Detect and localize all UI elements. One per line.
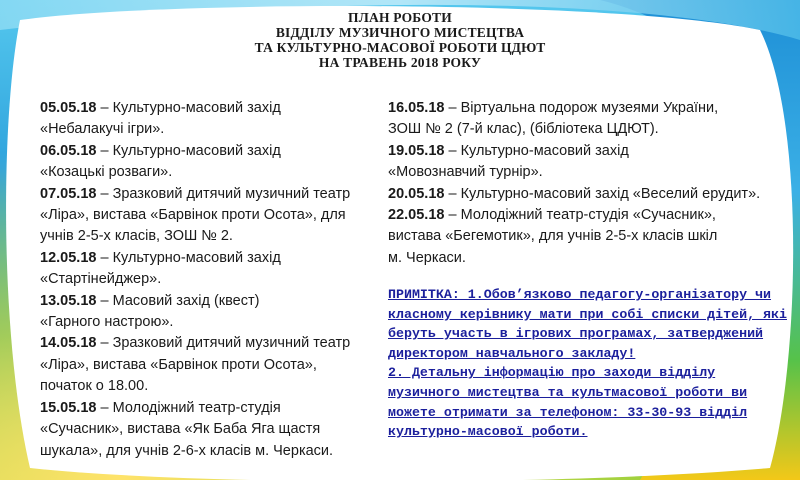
event-text: «Козацькі розваги». bbox=[40, 164, 173, 181]
event-text: «Небалакучі ігри». bbox=[40, 121, 165, 138]
event-text: м. Черкаси. bbox=[388, 249, 466, 266]
event-date: 22.05.18 bbox=[388, 207, 445, 224]
event-date: 15.05.18 bbox=[40, 399, 97, 416]
event-item bbox=[40, 398, 385, 462]
event-text: – Молодіжний театр-студія «Сучасник», bbox=[448, 207, 716, 224]
title-line: ВІДДІЛУ МУЗИЧНОГО МИСТЕЦТВА bbox=[275, 25, 525, 40]
event-text: «Стартінейджер». bbox=[40, 271, 162, 288]
event-date: 12.05.18 bbox=[40, 249, 97, 266]
event-text: – Культурно-масовий захід «Веселий ерудит». bbox=[448, 185, 761, 202]
events-left-column bbox=[40, 98, 385, 462]
event-date: 19.05.18 bbox=[388, 142, 445, 159]
note-line: музичного мистецтва та культмасової роботи ви bbox=[388, 384, 748, 400]
event-text: «Ліра», вистава «Барвінок проти Осота», для bbox=[40, 207, 346, 224]
event-text: – Культурно-масовий захід bbox=[448, 142, 629, 159]
event-date: 13.05.18 bbox=[40, 292, 97, 309]
note-block bbox=[388, 285, 800, 442]
event-text: «Ліра», вистава «Барвінок проти Осота», bbox=[40, 356, 317, 373]
page-title bbox=[120, 10, 680, 70]
event-date: 14.05.18 bbox=[40, 335, 97, 352]
note-line: беруть участь в ігрових програмах, затверджений bbox=[388, 326, 764, 342]
event-item bbox=[40, 333, 385, 397]
event-date: 06.05.18 bbox=[40, 142, 97, 159]
title-line: ПЛАН РОБОТИ bbox=[348, 10, 452, 25]
note-line: директором навчального закладу! bbox=[388, 345, 636, 361]
event-item bbox=[388, 205, 800, 269]
event-text: «Мовознавчий турнір». bbox=[388, 164, 543, 181]
title-line: ТА КУЛЬТУРНО-МАСОВОЇ РОБОТИ ЦДЮТ bbox=[254, 40, 546, 55]
event-text: – Масовий захід (квест) bbox=[100, 292, 260, 309]
event-text: ЗОШ № 2 (7-й клас), (бібліотека ЦДЮТ). bbox=[388, 121, 659, 138]
event-item bbox=[388, 184, 800, 205]
event-text: «Сучасник», вистава «Як Баба Яга щастя bbox=[40, 421, 321, 438]
event-item bbox=[388, 141, 800, 184]
event-text: – Віртуальна подорож музеями України, bbox=[448, 100, 719, 116]
event-text: – Культурно-масовий захід bbox=[100, 142, 281, 159]
event-text: «Гарного настрою». bbox=[40, 314, 174, 331]
event-text: – Зразковий дитячий музичний театр bbox=[100, 335, 351, 352]
event-text: шукала», для учнів 2-6-х класів м. Черкаси. bbox=[40, 442, 334, 459]
event-item bbox=[388, 98, 800, 141]
event-item bbox=[40, 291, 385, 334]
event-text: – Молодіжний театр-студія bbox=[100, 399, 281, 416]
event-item bbox=[40, 141, 385, 184]
event-date: 05.05.18 bbox=[40, 100, 97, 116]
event-date: 20.05.18 bbox=[388, 185, 445, 202]
events-right-column bbox=[388, 98, 800, 269]
event-text: учнів 2-5-х класів, ЗОШ № 2. bbox=[40, 228, 233, 245]
event-date: 07.05.18 bbox=[40, 185, 97, 202]
event-text: – Культурно-масовий захід bbox=[100, 249, 281, 266]
event-item bbox=[40, 248, 385, 291]
event-text: – Зразковий дитячий музичний театр bbox=[100, 185, 351, 202]
event-text: початок о 18.00. bbox=[40, 378, 149, 395]
event-text: – Культурно-масовий захід bbox=[100, 100, 281, 116]
note-line: культурно-масової роботи. bbox=[388, 424, 588, 440]
title-line: НА ТРАВЕНЬ 2018 РОКУ bbox=[318, 55, 482, 70]
event-item bbox=[40, 184, 385, 248]
note-line: ПРИМІТКА: 1.Обов’язково педагогу-організатору чи bbox=[388, 287, 772, 302]
note-line: класному керівнику мати при собі списки дітей, які bbox=[388, 306, 787, 322]
event-date: 16.05.18 bbox=[388, 100, 445, 116]
note-line: можете отримати за телефоном: 33-30-93 відділ bbox=[388, 404, 748, 420]
note-line: 2. Детальну інформацію про заходи відділу bbox=[388, 365, 716, 381]
event-item bbox=[40, 98, 385, 141]
event-text: вистава «Бегемотик», для учнів 2-5-х класів шкіл bbox=[388, 228, 718, 245]
